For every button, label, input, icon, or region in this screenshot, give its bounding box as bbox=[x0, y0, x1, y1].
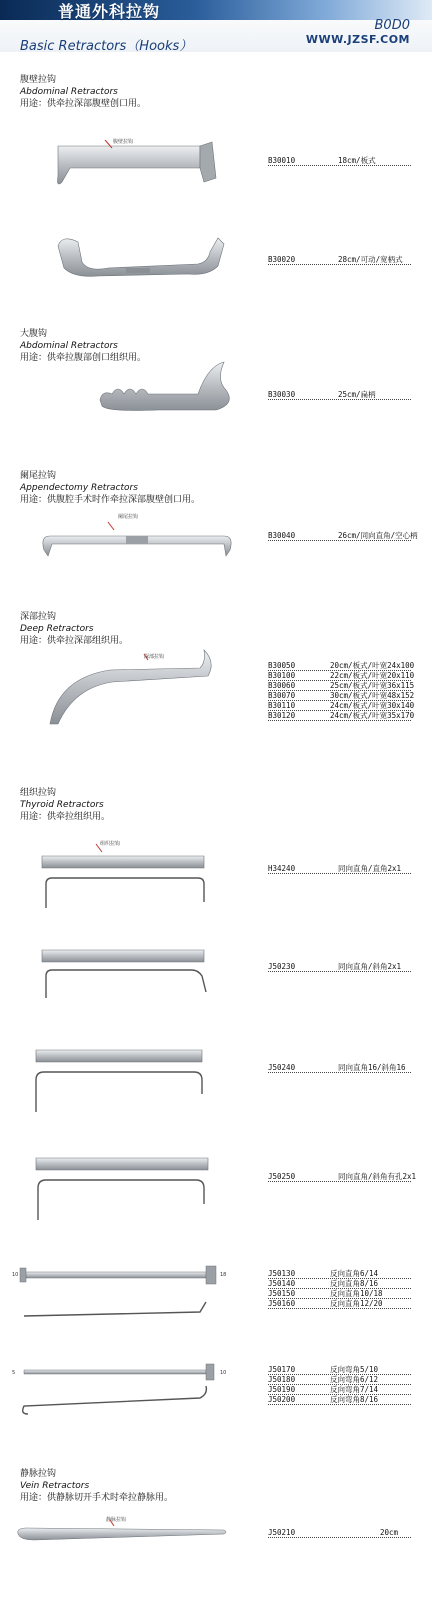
thyroid-retractor-image-2 bbox=[36, 942, 216, 1002]
wide-handle-retractor-image bbox=[48, 232, 228, 282]
image-caption: 深部拉钩 bbox=[144, 654, 165, 660]
section-title-en: Vein Retractors bbox=[20, 1481, 90, 1491]
sku-code: B30020 bbox=[268, 255, 296, 264]
image-caption: 静脉拉钩 bbox=[106, 1517, 127, 1523]
title-english: Basic Retractors（Hooks） bbox=[20, 39, 193, 54]
sku-table bbox=[268, 1269, 411, 1309]
thyroid-retractor-image-3 bbox=[30, 1046, 210, 1116]
sku-desc: 反向弯角6/12 bbox=[330, 1375, 379, 1384]
sku-desc: 18cm/板式 bbox=[338, 156, 376, 165]
sku-desc: 22cm/板式/叶宽20x110 bbox=[330, 671, 415, 680]
catalog-code: B0D0 bbox=[374, 18, 410, 33]
appendectomy-retractor-image bbox=[38, 516, 238, 558]
section-title-cn: 腹壁拉钩 bbox=[20, 75, 57, 85]
sku-desc: 25cm/板式/叶宽36x115 bbox=[330, 681, 415, 690]
sku-desc: 反向弯角7/14 bbox=[330, 1385, 379, 1394]
section-title-cn: 静脉拉钩 bbox=[20, 1469, 57, 1479]
thyroid-retractor-image bbox=[36, 842, 216, 912]
sku-code: J50250 bbox=[268, 1172, 296, 1181]
section-title-en: Appendectomy Retractors bbox=[20, 483, 138, 493]
sku-row bbox=[268, 681, 415, 691]
sku-code: B30030 bbox=[268, 390, 296, 399]
section-title-en: Deep Retractors bbox=[20, 624, 94, 634]
sku-desc: 24cm/板式/叶宽30x140 bbox=[330, 701, 415, 710]
sku-row bbox=[268, 1063, 411, 1073]
deep-retractor-image bbox=[40, 648, 220, 728]
sku-row bbox=[268, 1269, 411, 1279]
sku-row bbox=[268, 156, 411, 166]
sku-code: J50240 bbox=[268, 1063, 296, 1072]
sku-row bbox=[268, 1172, 417, 1182]
sku-desc: 同向直角16/斜角16 bbox=[338, 1063, 406, 1072]
sku-code: B30010 bbox=[268, 156, 296, 165]
image-caption: 组织拉钩 bbox=[100, 841, 121, 847]
section-title-en: Abdominal Retractors bbox=[20, 341, 118, 351]
sku-table bbox=[268, 1528, 411, 1538]
sku-desc: 反向直角12/20 bbox=[330, 1299, 383, 1308]
sku-code: B30120 bbox=[268, 711, 296, 720]
sku-desc: 同向直角/斜角2x1 bbox=[338, 962, 402, 971]
abdominal-retractor-image bbox=[50, 138, 220, 193]
section-usage: 用途：供牵拉深部组织用。 bbox=[20, 636, 129, 646]
sku-row bbox=[268, 691, 415, 701]
sku-row bbox=[268, 1385, 411, 1395]
sku-row bbox=[268, 390, 411, 400]
sku-code: J50210 bbox=[268, 1528, 296, 1537]
sku-desc: 30cm/板式/叶宽48x152 bbox=[330, 691, 415, 700]
sku-code: J50150 bbox=[268, 1289, 296, 1298]
section-usage: 用途：供腹腔手术时作牵拉深部腹壁创口用。 bbox=[20, 495, 201, 505]
section-title-cn: 大腹钩 bbox=[20, 329, 48, 339]
sku-row bbox=[268, 711, 415, 721]
sku-code: H34240 bbox=[268, 864, 296, 873]
sku-desc: 20cm/板式/叶宽24x100 bbox=[330, 661, 415, 670]
sku-row bbox=[268, 1395, 411, 1405]
sku-row bbox=[268, 661, 415, 671]
sku-code: J50170 bbox=[268, 1365, 296, 1374]
sku-row bbox=[268, 255, 411, 265]
double-ended-retractor-image bbox=[10, 1260, 230, 1322]
sku-row bbox=[268, 1289, 411, 1299]
sku-row bbox=[268, 531, 418, 541]
sku-code: J50160 bbox=[268, 1299, 296, 1308]
dimension-label: 10 bbox=[12, 1272, 19, 1278]
sku-table bbox=[268, 661, 415, 721]
section-usage: 用途：供牵拉腹部创口组织用。 bbox=[20, 353, 147, 363]
section-usage: 用途：供牵拉组织用。 bbox=[20, 812, 111, 822]
sku-table bbox=[268, 1365, 411, 1405]
sku-code: J50190 bbox=[268, 1385, 296, 1394]
website-url: WWW.JZSF.COM bbox=[305, 33, 410, 46]
section-usage: 用途：供牵拉深部腹壁创口用。 bbox=[20, 99, 147, 109]
sku-code: J50130 bbox=[268, 1269, 296, 1278]
sku-code: J50200 bbox=[268, 1395, 296, 1404]
section-title-cn: 阑尾拉钩 bbox=[20, 471, 57, 481]
sku-row bbox=[268, 864, 411, 874]
sku-row bbox=[268, 962, 411, 972]
double-ended-hook-image bbox=[10, 1358, 230, 1420]
dimension-label: 18 bbox=[220, 1272, 227, 1278]
image-caption: 阑尾拉钩 bbox=[118, 514, 139, 520]
sku-desc: 反向直角10/18 bbox=[330, 1289, 383, 1298]
sku-desc: 20cm bbox=[380, 1528, 399, 1537]
sku-desc: 24cm/板式/叶宽35x170 bbox=[330, 711, 415, 720]
sku-code: J50140 bbox=[268, 1279, 296, 1288]
sku-table bbox=[268, 1063, 411, 1073]
section-title-en: Abdominal Retractors bbox=[20, 87, 118, 97]
sku-code: B30070 bbox=[268, 691, 296, 700]
section-large-abdominal bbox=[20, 328, 146, 364]
sku-table bbox=[268, 962, 411, 972]
section-thyroid bbox=[20, 787, 110, 823]
sku-table bbox=[268, 156, 411, 166]
sku-desc: 同向直角/斜角有孔2x1 bbox=[338, 1172, 417, 1181]
sku-desc: 28cm/可动/宽柄式 bbox=[338, 255, 403, 264]
sku-desc: 反向弯角8/16 bbox=[330, 1395, 379, 1404]
sku-row bbox=[268, 1375, 411, 1385]
sku-row bbox=[268, 1279, 411, 1289]
sku-table bbox=[268, 255, 411, 265]
sku-row bbox=[268, 1365, 411, 1375]
section-deep bbox=[20, 611, 128, 647]
sku-row bbox=[268, 1528, 411, 1538]
sku-desc: 反向弯角5/10 bbox=[330, 1365, 379, 1374]
section-title-en: Thyroid Retractors bbox=[20, 800, 104, 810]
sku-table bbox=[268, 390, 411, 400]
section-usage: 用途：供静脉切开手术时牵拉静脉用。 bbox=[20, 1493, 174, 1503]
large-abdominal-hook-image bbox=[98, 360, 238, 420]
sku-row bbox=[268, 1299, 411, 1309]
sku-desc: 同向直角/直角2x1 bbox=[338, 864, 402, 873]
sku-code: B30100 bbox=[268, 671, 296, 680]
section-appendectomy bbox=[20, 470, 200, 506]
dimension-label: 10 bbox=[220, 1370, 227, 1376]
sku-table bbox=[268, 1172, 417, 1182]
thyroid-retractor-image-4 bbox=[32, 1154, 212, 1224]
sku-code: J50180 bbox=[268, 1375, 296, 1384]
sku-table bbox=[268, 531, 418, 541]
section-title-cn: 组织拉钩 bbox=[20, 788, 57, 798]
title-chinese: 普通外科拉钩 bbox=[58, 2, 161, 21]
section-vein bbox=[20, 1468, 173, 1504]
sku-code: J50230 bbox=[268, 962, 296, 971]
sku-code: B30050 bbox=[268, 661, 296, 670]
sku-desc: 反向直角8/16 bbox=[330, 1279, 379, 1288]
sku-desc: 25cm/扁柄 bbox=[338, 390, 376, 399]
sku-desc: 反向直角6/14 bbox=[330, 1269, 379, 1278]
page-header bbox=[0, 0, 432, 52]
image-caption: 腹壁拉钩 bbox=[113, 139, 134, 145]
section-abdominal bbox=[20, 74, 146, 110]
sku-row bbox=[268, 701, 415, 711]
dimension-label: 5 bbox=[12, 1370, 16, 1376]
sku-table bbox=[268, 864, 411, 874]
sku-code: B30110 bbox=[268, 701, 296, 710]
sku-desc: 26cm/同向直角/空心柄 bbox=[338, 531, 418, 540]
section-title-cn: 深部拉钩 bbox=[20, 612, 57, 622]
sku-code: B30040 bbox=[268, 531, 296, 540]
sku-row bbox=[268, 671, 415, 681]
sku-code: B30060 bbox=[268, 681, 296, 690]
